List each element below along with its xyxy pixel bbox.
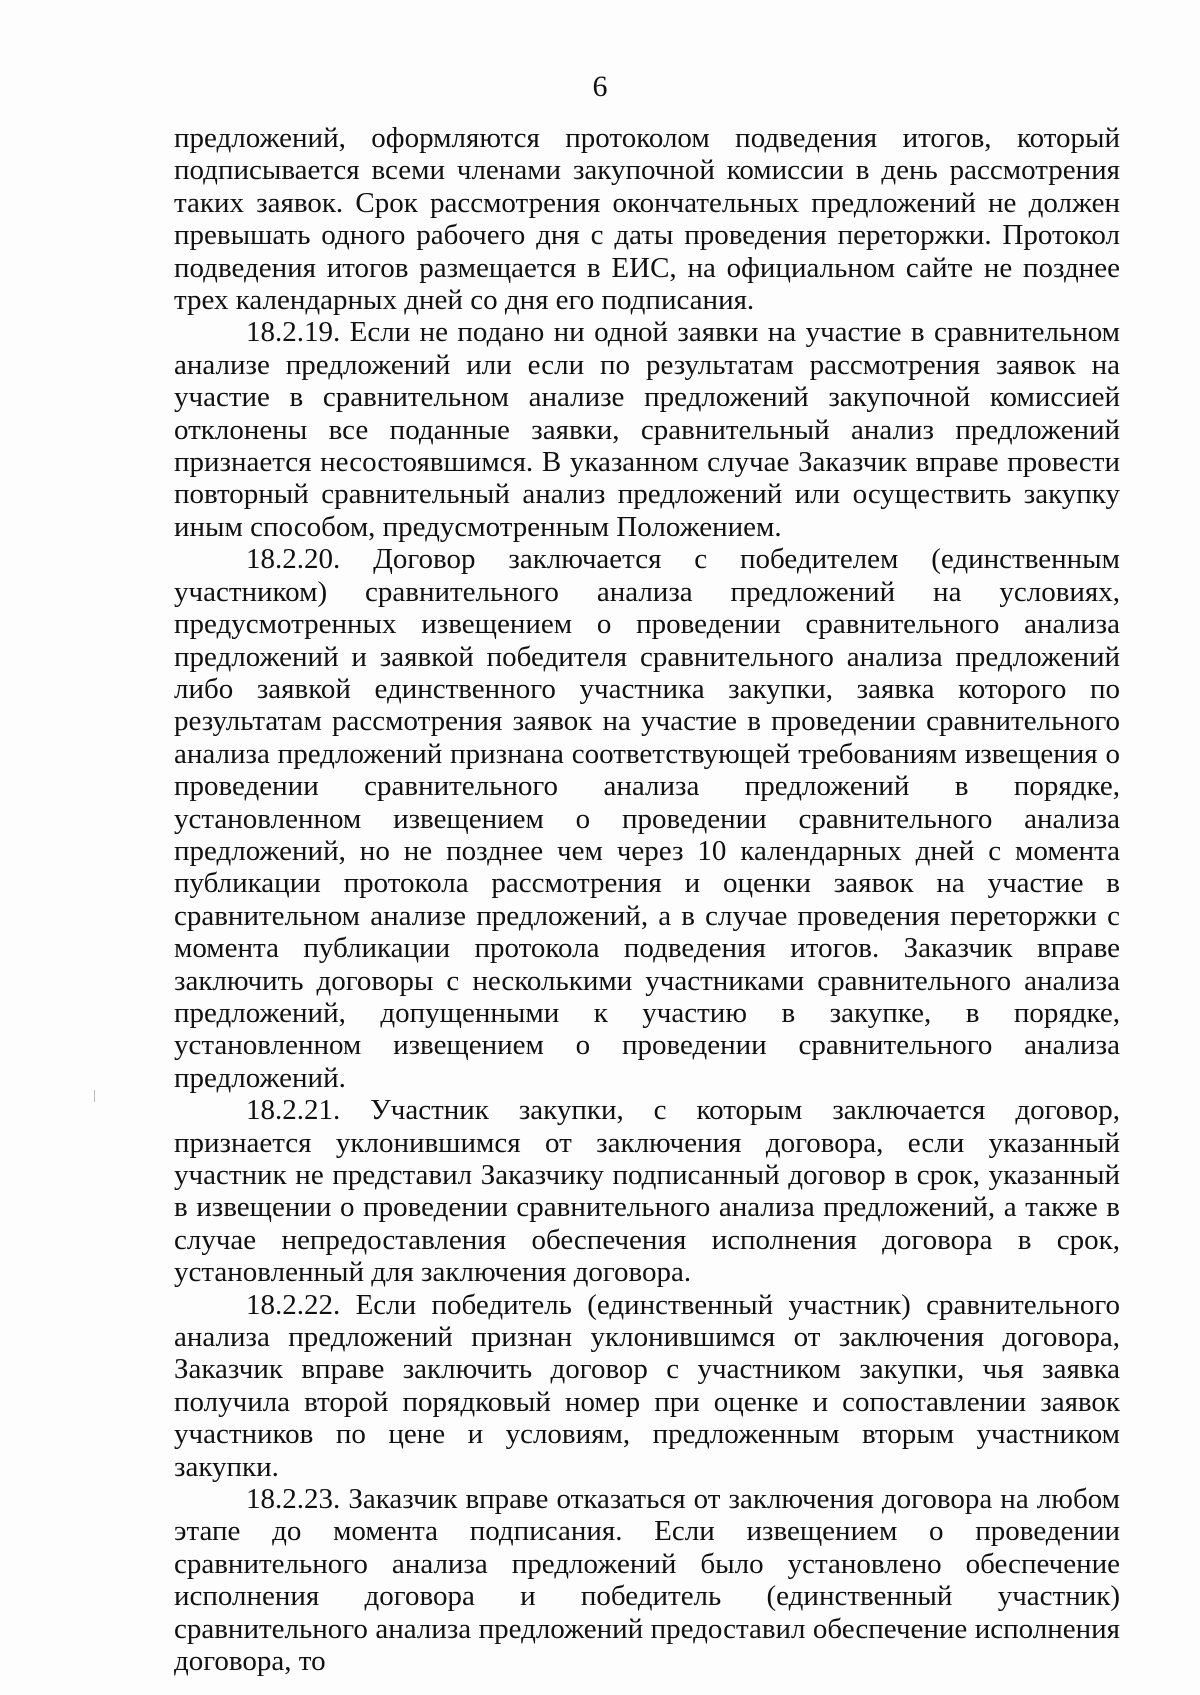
paragraph-18-2-20: 18.2.20. Договор заключается с победителем (единственным участником) сравнительного анализа предложений на условиях, предусмотренных извещением о проведении сравнительного анализа предложений и заявкой победителя сравнительного анализа предложений либо заявкой единственного участника закупки, заявка которого по результатам рассмотрения заявок на участие в проведении сравнительного анализа предложений признана соответствующей требованиям извещения о проведении сравнительного анализа предложений в порядке, установленном извещением о проведении сравнительного анализа предложений, но не позднее чем через 10 календарных дней с момента публикации протокола рассмотрения и оценки заявок на участие в сравнительном анализе предложений, а в случае проведения переторжки с момента публикации протокола подведения итогов. Заказчик вправе заключить договоры с несколькими участниками сравнительного анализа предложений, допущенными к участию в закупке, в порядке, установленном извещением о проведении сравнительного анализа предложений. bbox=[174, 543, 1120, 1094]
paragraph-18-2-19: 18.2.19. Если не подано ни одной заявки на участие в сравнительном анализе предложений или если по результатам рассмотрения заявок на участие в сравнительном анализе предложений закупочной комиссией отклонены все поданные заявки, сравнительный анализ предложений признается несостоявшимся. В указанном случае Заказчик вправе провести повторный сравнительный анализ предложений или осуществить закупку иным способом, предусмотренным Положением. bbox=[174, 316, 1120, 543]
paragraph-18-2-23: 18.2.23. Заказчик вправе отказаться от заключения договора на любом этапе до момента подписания. Если извещением о проведении сравнительного анализа предложений было установлено обеспечение исполнения договора и победитель (единственный участник) сравнительного анализа предложений предоставил обеспечение исполнения договора, то bbox=[174, 1483, 1120, 1678]
margin-scan-mark bbox=[94, 1090, 95, 1102]
paragraph-18-2-22: 18.2.22. Если победитель (единственный участник) сравнительного анализа предложений признан уклонившимся от заключения договора, Заказчик вправе заключить договор с участником закупки, чья заявка получила второй порядковый номер при оценке и сопоставлении заявок участников по цене и условиям, предложенным вторым участником закупки. bbox=[174, 1288, 1120, 1483]
page-number: 6 bbox=[592, 70, 608, 103]
paragraph-18-2-21: 18.2.21. Участник закупки, с которым заключается договор, признается уклонившимся от заключения договора, если указанный участник не представил Заказчику подписанный договор в срок, указанный в извещении о проведении сравнительного анализа предложений, а также в случае непредоставления обеспечения исполнения договора в срок, установленный для заключения договора. bbox=[174, 1094, 1120, 1289]
document-body bbox=[174, 122, 1120, 1678]
paragraph-continuation: предложений, оформляются протоколом подведения итогов, который подписывается всеми членами закупочной комиссии в день рассмотрения таких заявок. Срок рассмотрения окончательных предложений не должен превышать одного рабочего дня с даты проведения переторжки. Протокол подведения итогов размещается в ЕИС, на официальном сайте не позднее трех календарных дней со дня его подписания. bbox=[174, 122, 1120, 317]
